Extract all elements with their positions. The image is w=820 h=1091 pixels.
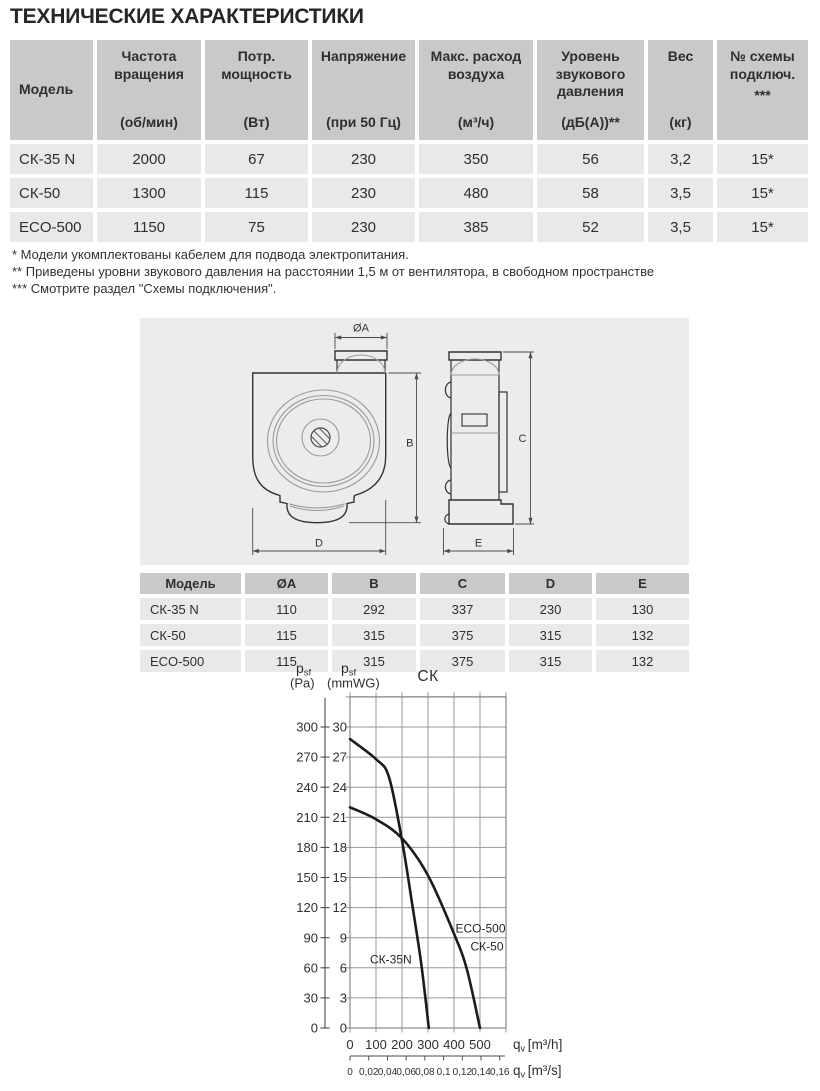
dimension-lines [253,333,534,555]
x-tick-label: 200 [391,1037,413,1052]
mmwg-tick-label: 24 [332,779,347,795]
spec-col-header-scheme: № схемы подключ. *** [717,40,808,140]
spec-cell: 15* [717,212,808,242]
front-view-circles [268,355,386,511]
dim-cell: 130 [596,598,689,620]
m3s-tick-label: 0,08 [415,1067,435,1078]
dim-col-header: E [596,573,689,594]
mmwg-axis-symbol: psf [341,660,357,679]
spec-cell: СК-50 [10,178,93,208]
dim-cell: 375 [420,624,505,646]
pa-tick-label: 270 [296,749,318,765]
spec-cell: 67 [205,144,308,174]
spec-cell: 230 [312,212,415,242]
dim-label-c: C [518,433,527,445]
motor-label-plate [462,414,487,426]
pa-tick-label: 300 [296,719,318,735]
dim-col-header: C [420,573,505,594]
dim-cell: 315 [509,650,592,672]
dim-cell: 375 [420,650,505,672]
m3s-tick-label: 0,16 [490,1067,510,1078]
dim-cell: 337 [420,598,505,620]
dim-cell: 132 [596,650,689,672]
curve-label: СК-35N [370,952,412,967]
mmwg-tick-label: 15 [332,870,347,886]
spec-cell: 1150 [97,212,201,242]
m3s-tick-label: 0,1 [436,1067,451,1078]
spec-cell: 480 [419,178,533,208]
footnotes [12,246,654,297]
spec-col-header-model: Модель [10,40,93,140]
performance-chart [270,658,600,1091]
mmwg-tick-label: 21 [332,809,347,825]
pa-tick-label: 240 [296,779,318,795]
page-title: ТЕХНИЧЕСКИЕ ХАРАКТЕРИСТИКИ [10,5,364,28]
spec-table [10,40,808,242]
pa-tick-label: 60 [303,960,318,976]
spec-cell: 58 [537,178,644,208]
m3s-axis [347,1056,510,1078]
spec-cell: 3,5 [648,178,713,208]
spec-col-header-weight: Вес (кг) [648,40,713,140]
pa-axis [296,698,329,1036]
spec-cell: 15* [717,178,808,208]
pa-tick-label: 120 [296,900,318,916]
m3s-tick-label: 0,06 [396,1067,416,1078]
x-tick-label: 100 [365,1037,387,1052]
spec-col-header-airflow: Макс. расход воздуха (м³/ч) [419,40,533,140]
spec-cell: 52 [537,212,644,242]
dim-col-header: B [332,573,416,594]
dim-cell: 315 [332,650,416,672]
spec-cell: 115 [205,178,308,208]
x-tick-label: 400 [443,1037,465,1052]
dim-label-e: E [474,537,483,550]
x-tick-label: 500 [469,1037,491,1052]
dim-col-header: ØA [245,573,328,594]
dim-label-d: D [315,537,323,550]
dim-cell: 115 [245,650,328,672]
dim-label-diameter-a: ØA [353,322,369,335]
technical-drawing-panel [140,318,689,565]
dim-cell: 115 [245,624,328,646]
pa-tick-label: 0 [310,1020,318,1036]
mmwg-tick-label: 0 [339,1020,347,1036]
mmwg-tick-label: 12 [332,900,347,916]
x-axis-unit-m3h: qv [m³/h] [513,1037,563,1054]
dim-label-b: B [406,437,414,450]
spec-cell: ECO-500 [10,212,93,242]
spec-cell: 15* [717,144,808,174]
chart-grid [346,692,507,1032]
dim-cell: 315 [332,624,416,646]
mmwg-axis-unit: (mmWG) [327,675,380,691]
spec-cell: СК-35 N [10,144,93,174]
pa-tick-label: 180 [296,840,318,855]
dim-col-header: Модель [140,573,241,594]
spec-col-header-noise: Уровень звукового давления (дБ(А))** [537,40,644,140]
curve-label: СК-50 [470,939,504,954]
mmwg-tick-label: 30 [332,719,347,735]
x-axis-unit-m3s: qv [m³/s] [513,1063,562,1080]
m3s-tick-label: 0 [347,1067,353,1078]
spec-col-header-speed: Частота вращения (об/мин) [97,40,201,140]
spec-cell: 230 [312,144,415,174]
spec-col-header-voltage: Напряжение (при 50 Гц) [312,40,415,140]
spec-cell: 2000 [97,144,201,174]
dim-cell: СК-35 N [140,598,241,620]
mmwg-tick-label: 9 [339,930,347,946]
x-tick-label: 300 [417,1037,439,1052]
spec-col-header-power: Потр. мощность (Вт) [205,40,308,140]
m3s-tick-label: 0,14 [471,1067,491,1078]
spec-cell: 56 [537,144,644,174]
pa-axis-unit: (Pa) [290,675,315,691]
mmwg-tick-label: 3 [339,990,347,1006]
dim-cell: 230 [509,598,592,620]
spec-cell: 350 [419,144,533,174]
footnote-2: ** Приведены уровни звукового давления на расстоянии 1,5 м от вентилятора, в свободном пространстве [12,264,655,279]
dim-cell: 132 [596,624,689,646]
dim-cell: 292 [332,598,416,620]
pa-axis-symbol: psf [296,660,312,679]
footnote-3: *** Смотрите раздел "Схемы подключения". [12,281,277,296]
spec-cell: 3,2 [648,144,713,174]
pa-tick-label: 30 [303,990,318,1006]
dim-cell: 315 [509,624,592,646]
fan-dimension-drawing [140,318,689,565]
spec-cell: 385 [419,212,533,242]
pa-tick-label: 210 [296,809,318,825]
spec-cell: 75 [205,212,308,242]
chart-title: СК [417,668,439,685]
dim-cell: ECO-500 [140,650,241,672]
dim-col-header: D [509,573,592,594]
curve-label: ECO-500 [455,921,506,936]
fan-front-view [253,351,387,523]
dim-cell: 110 [245,598,328,620]
m3s-tick-label: 0,04 [377,1067,398,1078]
footnote-1: * Модели укомплектованы кабелем для подвода электропитания. [12,247,409,262]
spec-cell: 230 [312,178,415,208]
pa-tick-label: 90 [303,930,318,946]
pa-tick-label: 150 [296,870,318,886]
fan-side-view [445,352,513,524]
m3s-tick-label: 0,02 [358,1067,379,1078]
spec-cell: 3,5 [648,212,713,242]
fan-curve-0 [350,739,429,1028]
dimension-labels [315,323,527,550]
m3s-tick-label: 0,12 [452,1067,473,1078]
spec-cell: 1300 [97,178,201,208]
mmwg-tick-label: 18 [332,840,347,855]
dim-cell: СК-50 [140,624,241,646]
mmwg-tick-label: 27 [332,749,347,765]
x-tick-label: 0 [346,1037,354,1052]
mmwg-tick-label: 6 [339,960,347,976]
